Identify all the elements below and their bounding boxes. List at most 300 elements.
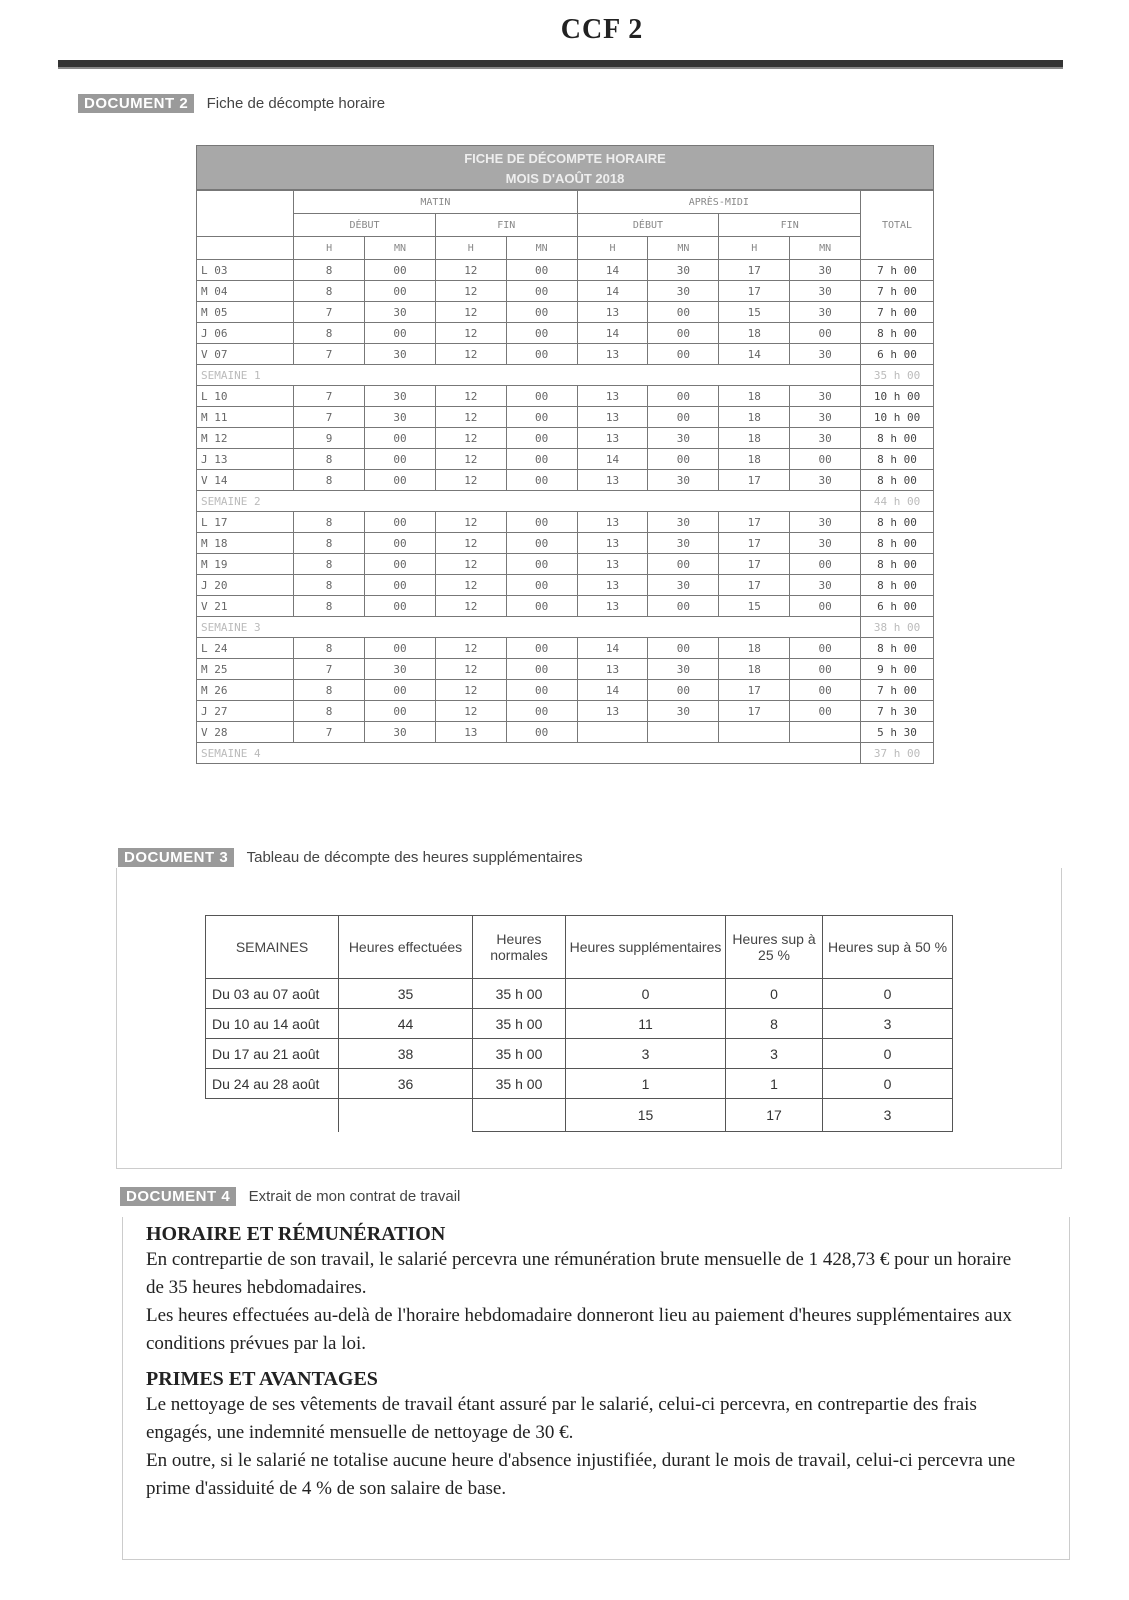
week-total-row — [197, 365, 934, 386]
overtime-total: 17 — [726, 1099, 823, 1132]
day-total: 8 h 00 — [861, 449, 934, 470]
time-cell: 12 — [435, 638, 506, 659]
time-cell: 7 — [294, 344, 365, 365]
day-row — [197, 470, 934, 491]
doc4-para-overtime: Les heures effectuées au-delà de l'horaire hebdomadaire donneront lieu au paiement d'heures supplémentaires aux conditions prévues par la loi. — [146, 1305, 1012, 1354]
day-label: L 03 — [197, 260, 294, 281]
time-cell: 00 — [648, 680, 719, 701]
day-total: 6 h 00 — [861, 344, 934, 365]
time-cell: 30 — [365, 407, 436, 428]
time-cell: 30 — [790, 344, 861, 365]
time-cell: 30 — [365, 386, 436, 407]
time-cell: 00 — [365, 575, 436, 596]
time-cell — [577, 722, 648, 743]
time-cell: 00 — [506, 659, 577, 680]
doc2-banner-month: MOIS D'AOÛT 2018 — [505, 171, 625, 186]
day-total: 8 h 00 — [861, 512, 934, 533]
time-cell: 18 — [719, 428, 790, 449]
doc3-header-semaines: SEMAINES — [206, 916, 339, 979]
time-cell: 13 — [577, 659, 648, 680]
time-cell: 12 — [435, 428, 506, 449]
time-cell: 30 — [648, 428, 719, 449]
doc2-group-apres-midi: APRÈS-MIDI — [577, 191, 860, 214]
time-cell: 7 — [294, 659, 365, 680]
doc2-corner-blank — [197, 237, 294, 260]
overtime-value: 44 — [339, 1009, 473, 1039]
time-cell: 00 — [365, 323, 436, 344]
day-row — [197, 407, 934, 428]
time-cell: 13 — [577, 596, 648, 617]
day-total: 10 h 00 — [861, 386, 934, 407]
day-total: 6 h 00 — [861, 596, 934, 617]
time-cell: 13 — [577, 302, 648, 323]
day-label: M 25 — [197, 659, 294, 680]
time-cell: 00 — [790, 323, 861, 344]
time-cell: 00 — [648, 554, 719, 575]
doc3-header-effectuees: Heures effectuées — [339, 916, 473, 979]
time-cell: 7 — [294, 386, 365, 407]
time-cell: 17 — [719, 533, 790, 554]
doc2-table — [196, 190, 934, 764]
time-cell: 12 — [435, 281, 506, 302]
time-cell: 17 — [719, 260, 790, 281]
time-cell: 30 — [365, 344, 436, 365]
doc2-total-header: TOTAL — [861, 191, 934, 260]
time-cell: 8 — [294, 638, 365, 659]
doc4-heading — [120, 1187, 460, 1206]
time-cell — [648, 722, 719, 743]
doc2-sub-fin: FIN — [719, 214, 861, 237]
time-cell: 12 — [435, 449, 506, 470]
time-cell: 14 — [577, 260, 648, 281]
doc2-col-mn: MN — [648, 237, 719, 260]
day-row — [197, 722, 934, 743]
time-cell: 00 — [648, 449, 719, 470]
time-cell: 12 — [435, 659, 506, 680]
time-cell: 00 — [506, 722, 577, 743]
time-cell: 00 — [790, 449, 861, 470]
day-row — [197, 302, 934, 323]
time-cell: 13 — [577, 533, 648, 554]
time-cell: 00 — [648, 323, 719, 344]
time-cell: 00 — [506, 701, 577, 722]
doc2-caption: Fiche de décompte horaire — [206, 95, 386, 112]
time-cell: 7 — [294, 407, 365, 428]
day-label: J 06 — [197, 323, 294, 344]
time-cell: 17 — [719, 554, 790, 575]
week-label: SEMAINE 3 — [197, 617, 861, 638]
time-cell: 7 — [294, 302, 365, 323]
time-cell: 00 — [648, 407, 719, 428]
time-cell: 13 — [577, 470, 648, 491]
time-cell: 8 — [294, 512, 365, 533]
time-cell: 13 — [577, 701, 648, 722]
overtime-week: Du 24 au 28 août — [206, 1069, 339, 1099]
overtime-value: 0 — [823, 979, 953, 1009]
doc2-sub-fin: FIN — [435, 214, 577, 237]
time-cell: 8 — [294, 680, 365, 701]
overtime-value: 0 — [726, 979, 823, 1009]
day-label: V 14 — [197, 470, 294, 491]
time-cell: 12 — [435, 386, 506, 407]
overtime-total — [473, 1099, 566, 1132]
time-cell: 12 — [435, 701, 506, 722]
time-cell: 17 — [719, 575, 790, 596]
day-row — [197, 428, 934, 449]
day-row — [197, 281, 934, 302]
time-cell: 30 — [790, 302, 861, 323]
time-cell: 17 — [719, 470, 790, 491]
time-cell: 30 — [790, 281, 861, 302]
overtime-total: 15 — [566, 1099, 726, 1132]
doc2-banner — [196, 145, 934, 190]
overtime-value: 1 — [566, 1069, 726, 1099]
overtime-total — [206, 1099, 339, 1132]
day-label: J 13 — [197, 449, 294, 470]
overtime-totals-row — [206, 1099, 953, 1132]
time-cell: 00 — [506, 260, 577, 281]
time-cell: 00 — [365, 512, 436, 533]
time-cell: 00 — [648, 386, 719, 407]
doc4-badge: DOCUMENT 4 — [120, 1187, 236, 1206]
doc2-sub-debut: DÉBUT — [294, 214, 436, 237]
time-cell: 00 — [506, 638, 577, 659]
doc2-col-h: H — [294, 237, 365, 260]
time-cell: 14 — [577, 281, 648, 302]
day-label: J 20 — [197, 575, 294, 596]
overtime-week: Du 17 au 21 août — [206, 1039, 339, 1069]
doc2-sub-debut: DÉBUT — [577, 214, 719, 237]
day-total: 8 h 00 — [861, 554, 934, 575]
time-cell: 7 — [294, 722, 365, 743]
overtime-value: 1 — [726, 1069, 823, 1099]
time-cell: 18 — [719, 323, 790, 344]
overtime-value: 35 h 00 — [473, 1039, 566, 1069]
time-cell: 14 — [719, 344, 790, 365]
doc2-timesheet — [196, 145, 934, 764]
doc3-table — [205, 915, 953, 1132]
day-total: 8 h 00 — [861, 638, 934, 659]
time-cell: 30 — [648, 512, 719, 533]
overtime-value: 3 — [726, 1039, 823, 1069]
overtime-value: 38 — [339, 1039, 473, 1069]
day-total: 7 h 00 — [861, 260, 934, 281]
time-cell: 8 — [294, 323, 365, 344]
time-cell: 00 — [506, 596, 577, 617]
time-cell: 17 — [719, 701, 790, 722]
time-cell: 9 — [294, 428, 365, 449]
time-cell: 00 — [365, 533, 436, 554]
overtime-row — [206, 1039, 953, 1069]
time-cell: 30 — [790, 386, 861, 407]
doc2-table-body — [197, 260, 934, 764]
day-label: V 07 — [197, 344, 294, 365]
doc3-heading — [118, 848, 583, 867]
overtime-value: 0 — [823, 1069, 953, 1099]
time-cell: 14 — [577, 449, 648, 470]
doc2-col-h: H — [435, 237, 506, 260]
time-cell: 00 — [365, 428, 436, 449]
overtime-value: 0 — [566, 979, 726, 1009]
doc3-header-sup50: Heures sup à 50 % — [823, 916, 953, 979]
time-cell: 12 — [435, 344, 506, 365]
time-cell: 30 — [648, 470, 719, 491]
doc3-badge: DOCUMENT 3 — [118, 848, 234, 867]
time-cell: 18 — [719, 638, 790, 659]
overtime-row — [206, 1009, 953, 1039]
day-label: V 21 — [197, 596, 294, 617]
time-cell: 30 — [648, 281, 719, 302]
overtime-total — [339, 1099, 473, 1132]
doc4-para-salary: En contrepartie de son travail, le salarié percevra une rémunération brute mensuelle de 1 428,73 € pour un horaire de 35 heures hebdomadaires. — [146, 1249, 1012, 1298]
doc2-group-matin: MATIN — [294, 191, 577, 214]
overtime-value: 35 h 00 — [473, 1009, 566, 1039]
doc3-header-sup25: Heures sup à 25 % — [726, 916, 823, 979]
day-total: 5 h 30 — [861, 722, 934, 743]
time-cell: 00 — [506, 449, 577, 470]
time-cell: 30 — [648, 575, 719, 596]
time-cell: 00 — [506, 407, 577, 428]
time-cell: 8 — [294, 554, 365, 575]
time-cell: 13 — [577, 554, 648, 575]
time-cell: 00 — [790, 638, 861, 659]
week-total: 37 h 00 — [861, 743, 934, 764]
time-cell: 8 — [294, 449, 365, 470]
doc4-caption: Extrait de mon contrat de travail — [248, 1188, 461, 1205]
day-label: J 27 — [197, 701, 294, 722]
day-total: 7 h 30 — [861, 701, 934, 722]
day-total: 7 h 00 — [861, 281, 934, 302]
day-label: M 04 — [197, 281, 294, 302]
overtime-row — [206, 1069, 953, 1099]
time-cell: 00 — [648, 344, 719, 365]
day-total: 7 h 00 — [861, 302, 934, 323]
time-cell — [719, 722, 790, 743]
doc4-para-cleaning: Le nettoyage de ses vêtements de travail étant assuré par le salarié, celui-ci percevra, en contrepartie des frais engagés, une indemnité mensuelle de nettoyage de 30 €. — [146, 1394, 977, 1443]
time-cell: 12 — [435, 470, 506, 491]
doc3-caption: Tableau de décompte des heures supplémentaires — [246, 849, 583, 866]
time-cell: 18 — [719, 386, 790, 407]
time-cell: 17 — [719, 680, 790, 701]
time-cell: 12 — [435, 680, 506, 701]
page-title: CCF 2 — [560, 14, 644, 45]
day-label: L 17 — [197, 512, 294, 533]
title-rule — [58, 60, 1063, 69]
time-cell: 8 — [294, 575, 365, 596]
week-total-row — [197, 617, 934, 638]
time-cell: 14 — [577, 638, 648, 659]
time-cell: 00 — [648, 596, 719, 617]
overtime-value: 0 — [823, 1039, 953, 1069]
doc4-para-assiduity: En outre, si le salarié ne totalise aucune heure d'absence injustifiée, durant le mois de travail, celui-ci percevra une prime d'assiduité de 4 % de son salaire de base. — [146, 1450, 1016, 1499]
time-cell: 30 — [648, 701, 719, 722]
doc4-contract-extract — [146, 1223, 1026, 1503]
time-cell: 00 — [506, 512, 577, 533]
time-cell: 17 — [719, 512, 790, 533]
time-cell: 00 — [506, 470, 577, 491]
time-cell: 18 — [719, 449, 790, 470]
doc3-header-normales: Heures normales — [473, 916, 566, 979]
time-cell: 12 — [435, 512, 506, 533]
time-cell: 00 — [506, 533, 577, 554]
time-cell: 00 — [365, 449, 436, 470]
time-cell: 30 — [648, 260, 719, 281]
day-row — [197, 260, 934, 281]
week-total: 44 h 00 — [861, 491, 934, 512]
day-label: M 11 — [197, 407, 294, 428]
time-cell: 00 — [365, 554, 436, 575]
overtime-value: 3 — [566, 1039, 726, 1069]
time-cell: 30 — [365, 302, 436, 323]
day-row — [197, 386, 934, 407]
time-cell: 12 — [435, 323, 506, 344]
time-cell: 00 — [648, 638, 719, 659]
doc2-col-h: H — [577, 237, 648, 260]
day-row — [197, 554, 934, 575]
day-row — [197, 512, 934, 533]
day-label: V 28 — [197, 722, 294, 743]
overtime-week: Du 03 au 07 août — [206, 979, 339, 1009]
doc3-table-body — [206, 979, 953, 1132]
day-row — [197, 638, 934, 659]
day-label: M 26 — [197, 680, 294, 701]
time-cell: 13 — [577, 344, 648, 365]
day-row — [197, 575, 934, 596]
day-row — [197, 680, 934, 701]
day-total: 9 h 00 — [861, 659, 934, 680]
day-row — [197, 596, 934, 617]
doc4-heading-primes: PRIMES ET AVANTAGES — [146, 1368, 378, 1390]
day-row — [197, 323, 934, 344]
time-cell: 30 — [365, 659, 436, 680]
time-cell: 00 — [365, 596, 436, 617]
day-label: M 05 — [197, 302, 294, 323]
time-cell: 00 — [790, 596, 861, 617]
time-cell: 13 — [577, 386, 648, 407]
doc3-header-supplementaires: Heures supplémentaires — [566, 916, 726, 979]
day-label: M 12 — [197, 428, 294, 449]
day-row — [197, 533, 934, 554]
time-cell: 14 — [577, 323, 648, 344]
overtime-week: Du 10 au 14 août — [206, 1009, 339, 1039]
time-cell: 30 — [790, 260, 861, 281]
time-cell: 00 — [506, 281, 577, 302]
day-row — [197, 701, 934, 722]
time-cell: 30 — [365, 722, 436, 743]
day-label: L 10 — [197, 386, 294, 407]
time-cell: 30 — [790, 575, 861, 596]
time-cell: 00 — [365, 470, 436, 491]
time-cell: 00 — [365, 701, 436, 722]
day-row — [197, 659, 934, 680]
doc2-corner — [197, 191, 294, 237]
time-cell: 12 — [435, 407, 506, 428]
week-total: 35 h 00 — [861, 365, 934, 386]
time-cell: 00 — [506, 680, 577, 701]
time-cell: 00 — [506, 323, 577, 344]
time-cell: 12 — [435, 575, 506, 596]
doc3-table-wrap — [205, 915, 953, 1132]
time-cell: 8 — [294, 596, 365, 617]
time-cell: 00 — [790, 701, 861, 722]
time-cell: 30 — [648, 533, 719, 554]
overtime-row — [206, 979, 953, 1009]
time-cell: 00 — [506, 428, 577, 449]
time-cell: 12 — [435, 596, 506, 617]
time-cell: 8 — [294, 281, 365, 302]
time-cell: 00 — [506, 302, 577, 323]
day-total: 8 h 00 — [861, 470, 934, 491]
day-total: 7 h 00 — [861, 680, 934, 701]
doc2-col-mn: MN — [365, 237, 436, 260]
overtime-value: 11 — [566, 1009, 726, 1039]
doc4-heading-remuneration: HORAIRE ET RÉMUNÉRATION — [146, 1223, 446, 1245]
time-cell: 15 — [719, 302, 790, 323]
time-cell: 00 — [365, 281, 436, 302]
doc2-col-mn: MN — [790, 237, 861, 260]
time-cell: 00 — [506, 386, 577, 407]
time-cell: 00 — [365, 260, 436, 281]
day-row — [197, 344, 934, 365]
time-cell: 13 — [435, 722, 506, 743]
doc2-col-h: H — [719, 237, 790, 260]
time-cell: 18 — [719, 659, 790, 680]
week-label: SEMAINE 1 — [197, 365, 861, 386]
overtime-value: 35 h 00 — [473, 1069, 566, 1099]
time-cell: 8 — [294, 533, 365, 554]
time-cell: 13 — [577, 407, 648, 428]
doc2-col-mn: MN — [506, 237, 577, 260]
time-cell: 12 — [435, 260, 506, 281]
doc2-badge: DOCUMENT 2 — [78, 94, 194, 113]
time-cell: 00 — [506, 554, 577, 575]
time-cell: 13 — [577, 428, 648, 449]
overtime-total: 3 — [823, 1099, 953, 1132]
time-cell — [790, 722, 861, 743]
time-cell: 00 — [365, 680, 436, 701]
time-cell: 00 — [790, 680, 861, 701]
time-cell: 12 — [435, 554, 506, 575]
time-cell: 18 — [719, 407, 790, 428]
overtime-value: 8 — [726, 1009, 823, 1039]
day-total: 8 h 00 — [861, 428, 934, 449]
doc2-banner-title: FICHE DE DÉCOMPTE HORAIRE — [464, 151, 666, 166]
overtime-value: 3 — [823, 1009, 953, 1039]
time-cell: 00 — [506, 344, 577, 365]
time-cell: 00 — [365, 638, 436, 659]
time-cell: 30 — [648, 659, 719, 680]
time-cell: 13 — [577, 512, 648, 533]
time-cell: 00 — [648, 302, 719, 323]
time-cell: 14 — [577, 680, 648, 701]
week-total-row — [197, 491, 934, 512]
time-cell: 17 — [719, 281, 790, 302]
day-row — [197, 449, 934, 470]
overtime-value: 35 — [339, 979, 473, 1009]
time-cell: 15 — [719, 596, 790, 617]
day-label: L 24 — [197, 638, 294, 659]
doc2-heading — [78, 94, 385, 113]
time-cell: 12 — [435, 302, 506, 323]
time-cell: 8 — [294, 260, 365, 281]
day-total: 10 h 00 — [861, 407, 934, 428]
time-cell: 30 — [790, 512, 861, 533]
day-total: 8 h 00 — [861, 533, 934, 554]
time-cell: 30 — [790, 533, 861, 554]
time-cell: 00 — [790, 554, 861, 575]
overtime-value: 35 h 00 — [473, 979, 566, 1009]
week-label: SEMAINE 2 — [197, 491, 861, 512]
